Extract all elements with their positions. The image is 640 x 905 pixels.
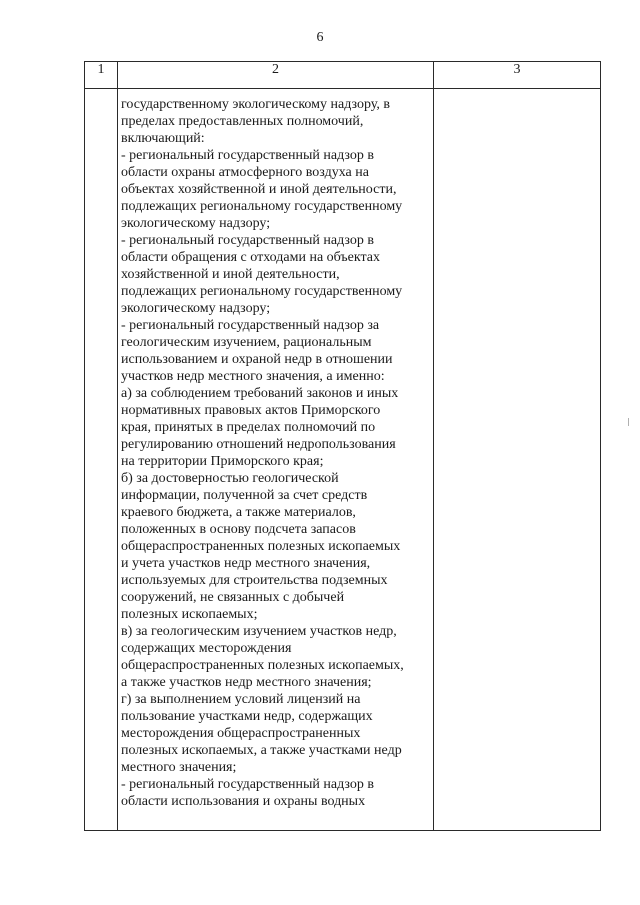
text-line: а также участков недр местного значения;	[121, 675, 372, 690]
column-header-2: 2	[118, 62, 434, 89]
column-header-1: 1	[85, 62, 118, 89]
text-line: хозяйственной и иной деятельности,	[121, 267, 340, 282]
text-line: на территории Приморского края;	[121, 454, 324, 469]
text-line: положенных в основу подсчета запасов	[121, 522, 356, 537]
text-line: и учета участков недр местного значения,	[121, 556, 371, 571]
cell-column-3	[434, 89, 601, 831]
text-line: общераспространенных полезных ископаемых,	[121, 658, 404, 673]
table-header-row	[85, 62, 601, 89]
text-line: в) за геологическим изучением участков недр,	[121, 624, 397, 639]
document-table	[84, 61, 601, 831]
text-line: геологическим изучением, рациональным	[121, 335, 372, 350]
text-line: г) за выполнением условий лицензий на	[121, 692, 361, 707]
text-line: экологическому надзору;	[121, 216, 271, 231]
page-number: 6	[316, 30, 324, 45]
text-line: области использования и охраны водных	[121, 794, 366, 809]
text-line: полезных ископаемых;	[121, 607, 258, 622]
text-line: области охраны атмосферного воздуха на	[121, 165, 369, 180]
text-line: б) за достоверностью геологической	[121, 471, 339, 486]
text-line: нормативных правовых актов Приморского	[121, 403, 381, 418]
text-line: края, принятых в пределах полномочий по	[121, 420, 376, 435]
text-line: - региональный государственный надзор за	[121, 318, 380, 333]
text-line: участков недр местного значения, а именно:	[121, 369, 385, 384]
text-line: краевого бюджета, а также материалов,	[121, 505, 356, 520]
text-line: объектах хозяйственной и иной деятельности,	[121, 182, 397, 197]
text-line: использованием и охраной недр в отношении	[121, 352, 393, 367]
text-line: пределах предоставленных полномочий,	[121, 114, 364, 129]
text-line: местного значения;	[121, 760, 237, 775]
text-line: - региональный государственный надзор в	[121, 777, 374, 792]
text-line: пользование участками недр, содержащих	[121, 709, 373, 724]
text-line: сооружений, не связанных с добычей	[121, 590, 345, 605]
cell-column-2	[118, 89, 434, 831]
margin-mark	[628, 418, 629, 426]
text-line: области обращения с отходами на объектах	[121, 250, 381, 265]
text-line: - региональный государственный надзор в	[121, 148, 374, 163]
text-line: включающий:	[121, 131, 205, 146]
column-header-3: 3	[434, 62, 601, 89]
text-line: месторождения общераспространенных	[121, 726, 361, 741]
text-line: подлежащих региональному государственному	[121, 199, 403, 214]
text-line: регулированию отношений недропользования	[121, 437, 396, 452]
text-line: содержащих месторождения	[121, 641, 292, 656]
cell-column-2-text	[118, 89, 433, 810]
text-line: подлежащих региональному государственному	[121, 284, 403, 299]
cell-column-1	[85, 89, 118, 831]
text-line: экологическому надзору;	[121, 301, 271, 316]
text-line: информации, полученной за счет средств	[121, 488, 368, 503]
table-row	[85, 89, 601, 831]
text-line: используемых для строительства подземных	[121, 573, 388, 588]
text-line: общераспространенных полезных ископаемых	[121, 539, 401, 554]
text-line: - региональный государственный надзор в	[121, 233, 374, 248]
text-line: а) за соблюдением требований законов и иных	[121, 386, 399, 401]
text-line: полезных ископаемых, а также участками недр	[121, 743, 402, 758]
text-line: государственному экологическому надзору, в	[121, 97, 390, 112]
